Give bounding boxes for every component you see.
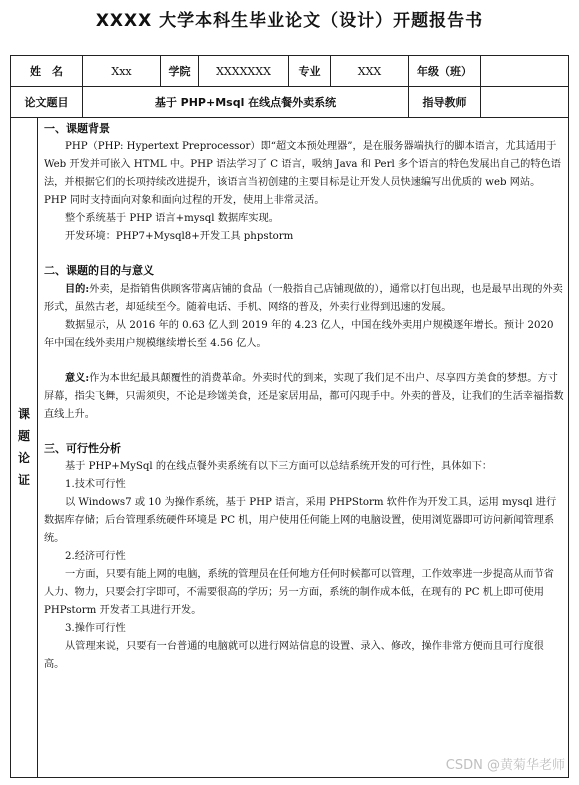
header-table bbox=[10, 55, 569, 118]
side-label: 课题论证 bbox=[17, 407, 30, 487]
college-value: XXXXXXX bbox=[199, 56, 289, 87]
meaning-label: 意义: bbox=[65, 372, 90, 384]
advisor-value bbox=[481, 87, 569, 118]
purpose-label: 目的: bbox=[65, 283, 90, 295]
college-label: 学院 bbox=[161, 56, 199, 87]
section-1-paragraph-1: PHP（PHP: Hypertext Preprocessor）即“超文本预处理器”，是在服务器端执行的脚本语言，尤其适用于 Web 开发并可嵌入 HTML 中。PHP 语法学习了 C 语言，吸纳 Java 和 Perl 多个语言的特色发展出自己的特色语法，并根据它们的长项持续改进提升，该语言当初创建的主要目标是让开发人员快速编写出优质的 web 网站。 PHP 同时支持面向对象和面向过程的开发，使用上非常灵活。 bbox=[44, 141, 561, 206]
purpose-text: 外卖，是指销售供顾客带离店铺的食品（一般指自己店铺现做的），通常以打包出现，也是最早出现的外卖形式，虽然古老，却延续至今。随着电话、手机、网络的普及，外卖行业得到迅速的发展。 bbox=[44, 284, 563, 313]
body-box bbox=[10, 117, 569, 778]
header-row-2 bbox=[11, 87, 569, 118]
watermark: CSDN @黄菊华老师 bbox=[445, 758, 565, 773]
section-2-paragraph-3 bbox=[44, 369, 564, 424]
section-1-heading: 一、课题背景 bbox=[44, 122, 110, 135]
advisor-label: 指导教师 bbox=[409, 87, 481, 118]
topic-label: 论文题目 bbox=[11, 87, 83, 118]
grade-value bbox=[481, 56, 569, 87]
section-3-intro: 基于 PHP+MySql 的在线点餐外卖系统有以下三方面可以总结系统开发的可行性，具体如下： bbox=[65, 461, 493, 472]
section-3-item-3-title: 3.操作可行性 bbox=[65, 623, 126, 634]
side-column bbox=[11, 117, 38, 777]
section-3-item-3-body: 从管理来说，只要有一台普通的电脑就可以进行网站信息的设置、录入、修改，操作非常方便而且可行度很高。 bbox=[44, 641, 544, 670]
content-area bbox=[44, 120, 564, 674]
section-3-item-1-title: 1.技术可行性 bbox=[65, 479, 126, 490]
section-2-paragraph-2: 数据显示，从 2016 年的 0.63 亿人到 2019 年的 4.23 亿人，中国在线外卖用户规模逐年增长。预计 2020 年中国在线外卖用户规模继续增长至 4.56 亿人。 bbox=[44, 320, 554, 349]
header-row-1 bbox=[11, 56, 569, 87]
topic-value: 基于 PHP+Msql 在线点餐外卖系统 bbox=[83, 87, 409, 118]
section-3-item-2-title: 2.经济可行性 bbox=[65, 551, 126, 562]
section-3-item-2-body: 一方面，只要有能上网的电脑，系统的管理员在任何地方任何时候都可以管理，工作效率进一步提高从而节省人力、物力，只要会打字即可，不需要很高的学历；另一方面，系统的制作成本低，在现有的 PC 机上即可使用 PHPstorm 开发者工具进行开发。 bbox=[44, 569, 554, 616]
grade-label: 年级（班） bbox=[409, 56, 481, 87]
section-2-paragraph-1 bbox=[44, 280, 564, 317]
major-label: 专业 bbox=[289, 56, 331, 87]
name-label: 姓 名 bbox=[11, 56, 83, 87]
section-2-heading: 二、课题的目的与意义 bbox=[44, 264, 154, 277]
meaning-text: 作为本世纪最具颠覆性的消费革命。外卖时代的到来，实现了我们足不出户、尽享四方美食的梦想。方寸屏幕，指尖飞舞，只需须臾，不论是珍馐美食，还是家居用品，都可闪现手中。外卖的普及，让我们的生活幸福指数直线上升。 bbox=[44, 373, 564, 420]
major-value: XXX bbox=[331, 56, 409, 87]
name-value: Xxx bbox=[83, 56, 161, 87]
section-3-item-1-body: 以 Windows7 或 10 为操作系统，基于 PHP 语言，采用 PHPStorm 软件作为开发工具，运用 mysql 进行数据库存储；后台管理系统硬件环境是 PC 机，用户使用任何能上网的电脑设置，使用浏览器即可访问新闻管理系统。 bbox=[44, 497, 557, 544]
section-1-paragraph-3: 开发环境：PHP7+Mysql8+开发工具 phpstorm bbox=[65, 231, 294, 242]
section-1-paragraph-2: 整个系统基于 PHP 语言+mysql 数据库实现。 bbox=[65, 213, 279, 224]
page-title: XXXX 大学本科生毕业论文（设计）开题报告书 bbox=[95, 11, 484, 31]
section-3-heading: 三、可行性分析 bbox=[44, 442, 121, 455]
